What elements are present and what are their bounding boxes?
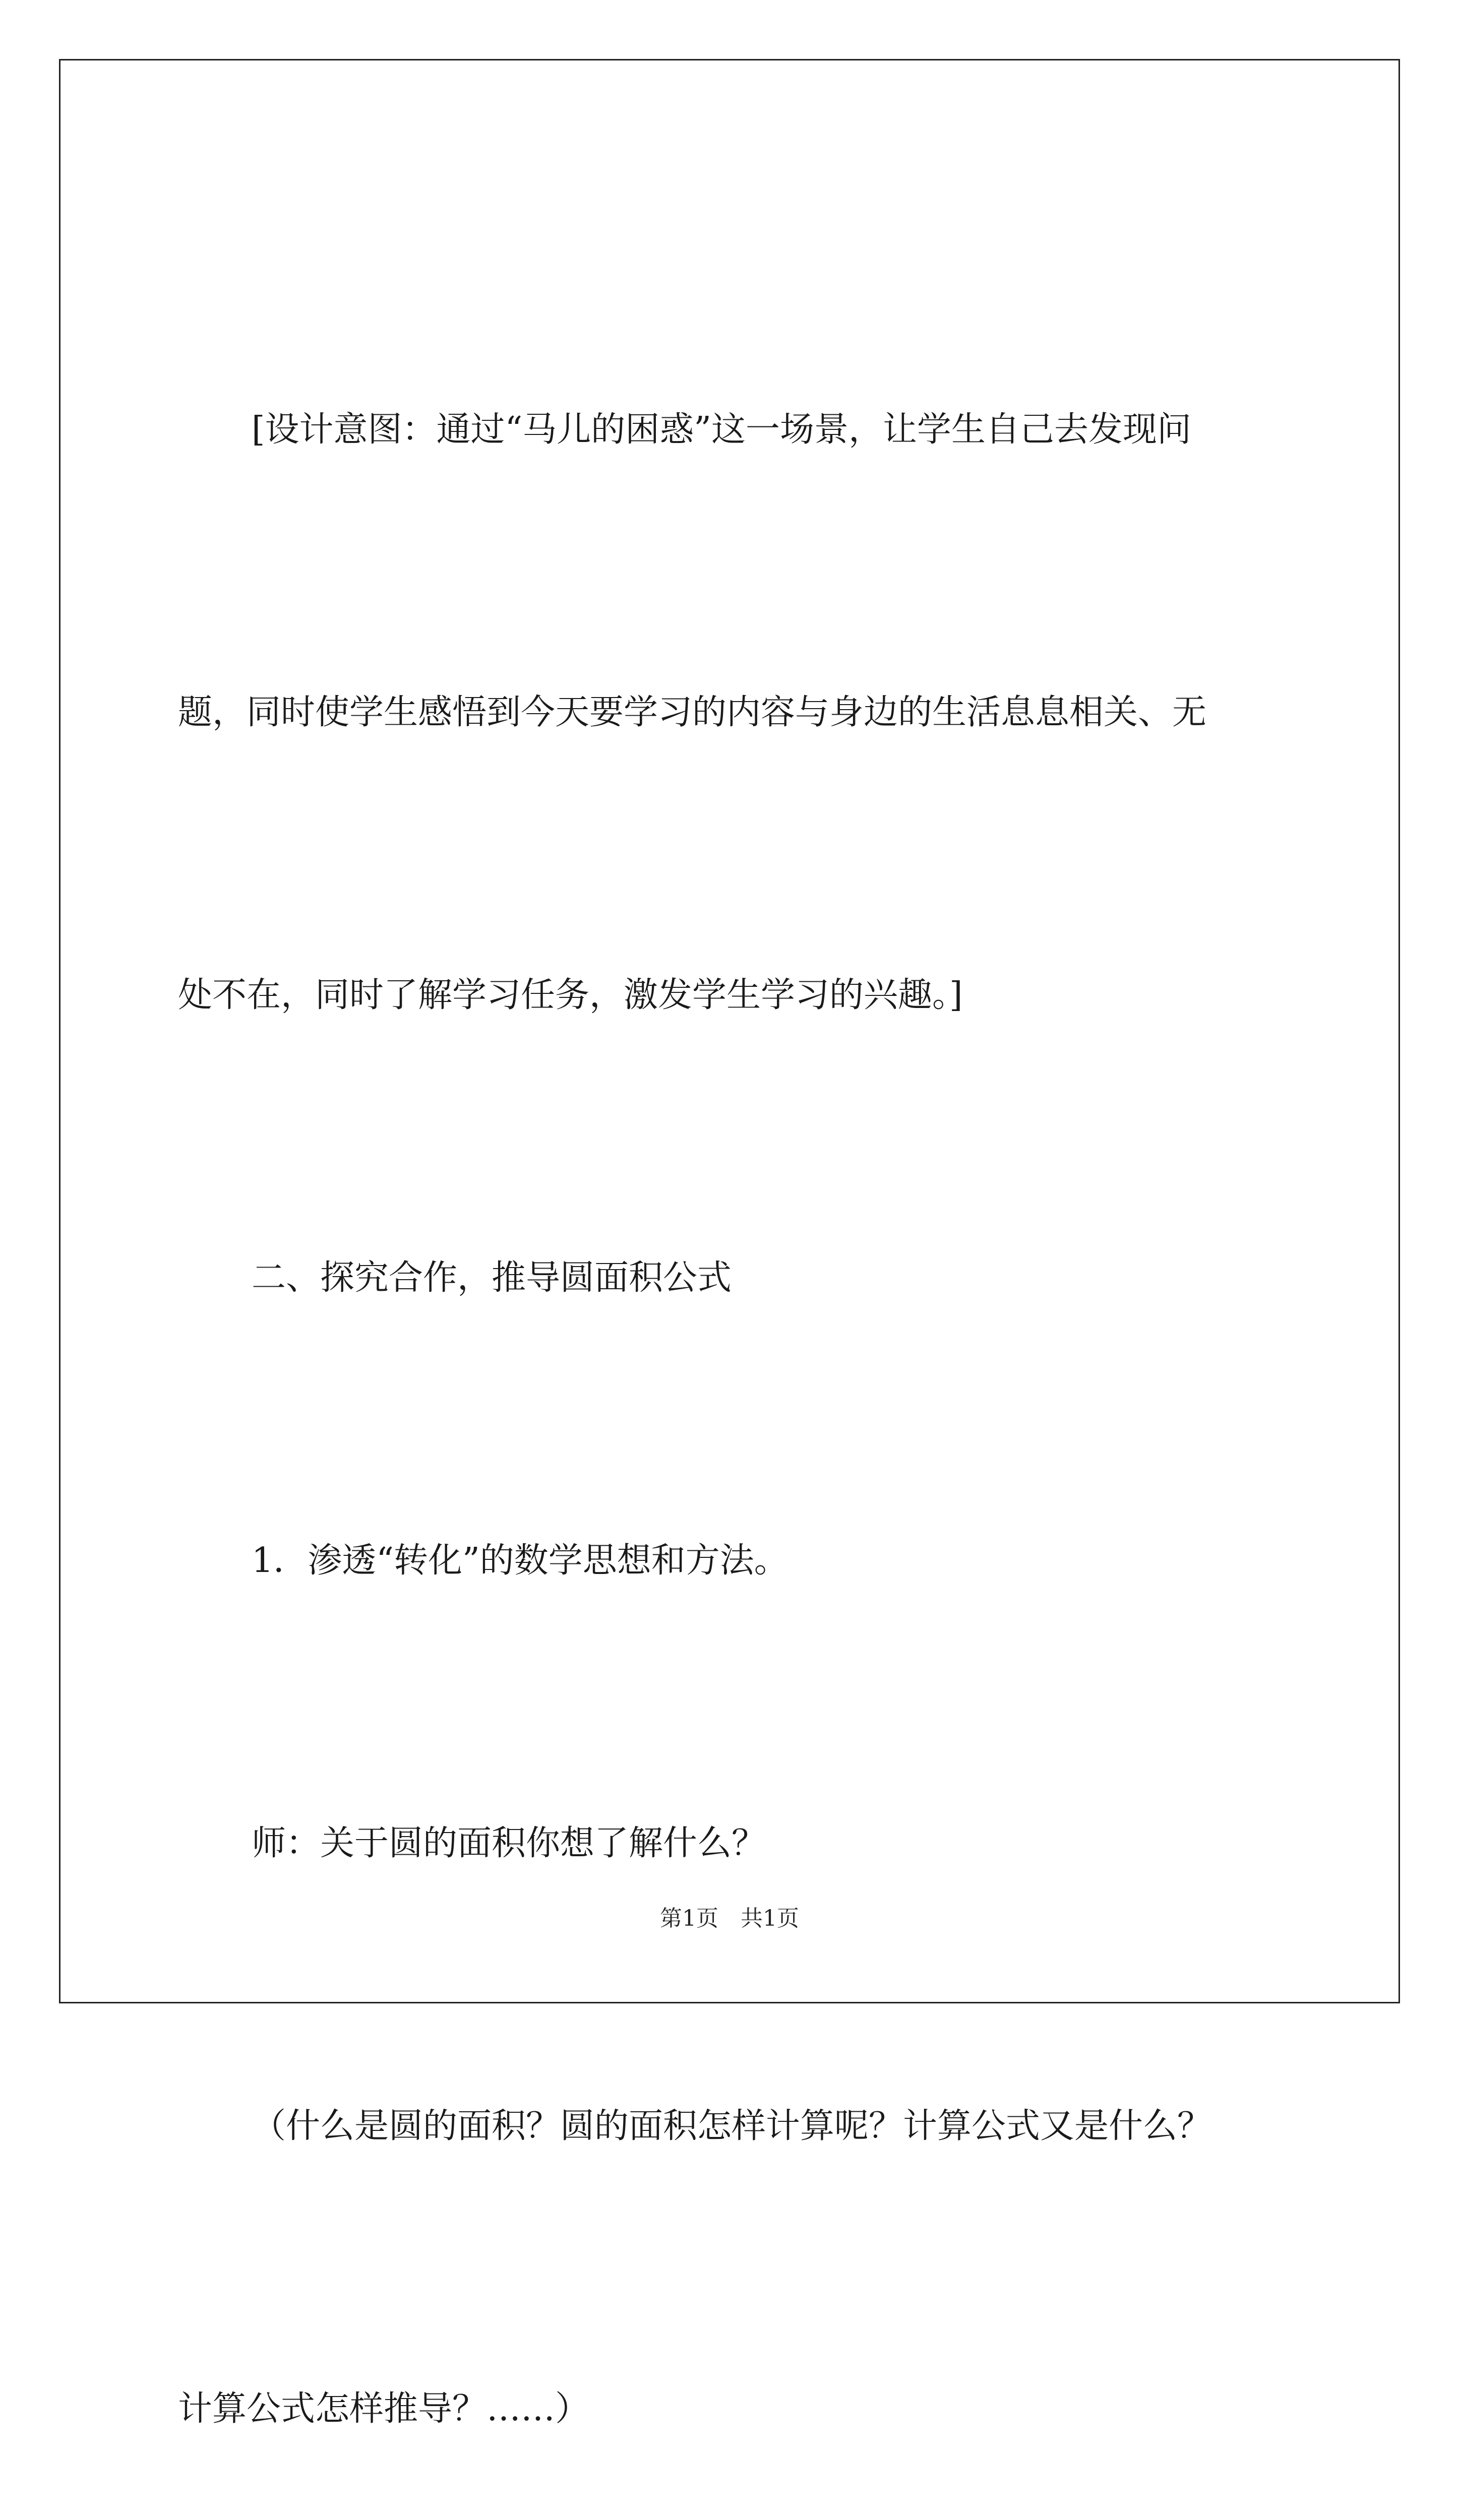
text-line: 1．渗透“转化”的数学思想和方法。: [252, 1541, 788, 1581]
text-line: 师：关于圆的面积你想了解什么？: [252, 1823, 766, 1863]
text-block: [178, 194, 1287, 2520]
text-line: （什么是圆的面积？圆的面积怎样计算呢？计算公式又是什么？: [252, 2106, 1212, 2146]
text-line: 题，同时使学生感悟到今天要学习的内容与身边的生活息息相关、无: [178, 692, 1207, 732]
document-body: [178, 194, 1287, 2520]
text-line: [设计意图：通过“马儿的困惑”这一场景，让学生自己去发现问: [252, 410, 1192, 450]
page-footer: 第1页 共1页: [660, 1906, 799, 1931]
text-line: 二、探究合作，推导圆面积公式: [252, 1258, 732, 1298]
text-line: 处不在，同时了解学习任务，激发学生学习的兴趣。]: [178, 975, 963, 1015]
text-line: 计算公式怎样推导？……）: [178, 2389, 590, 2429]
